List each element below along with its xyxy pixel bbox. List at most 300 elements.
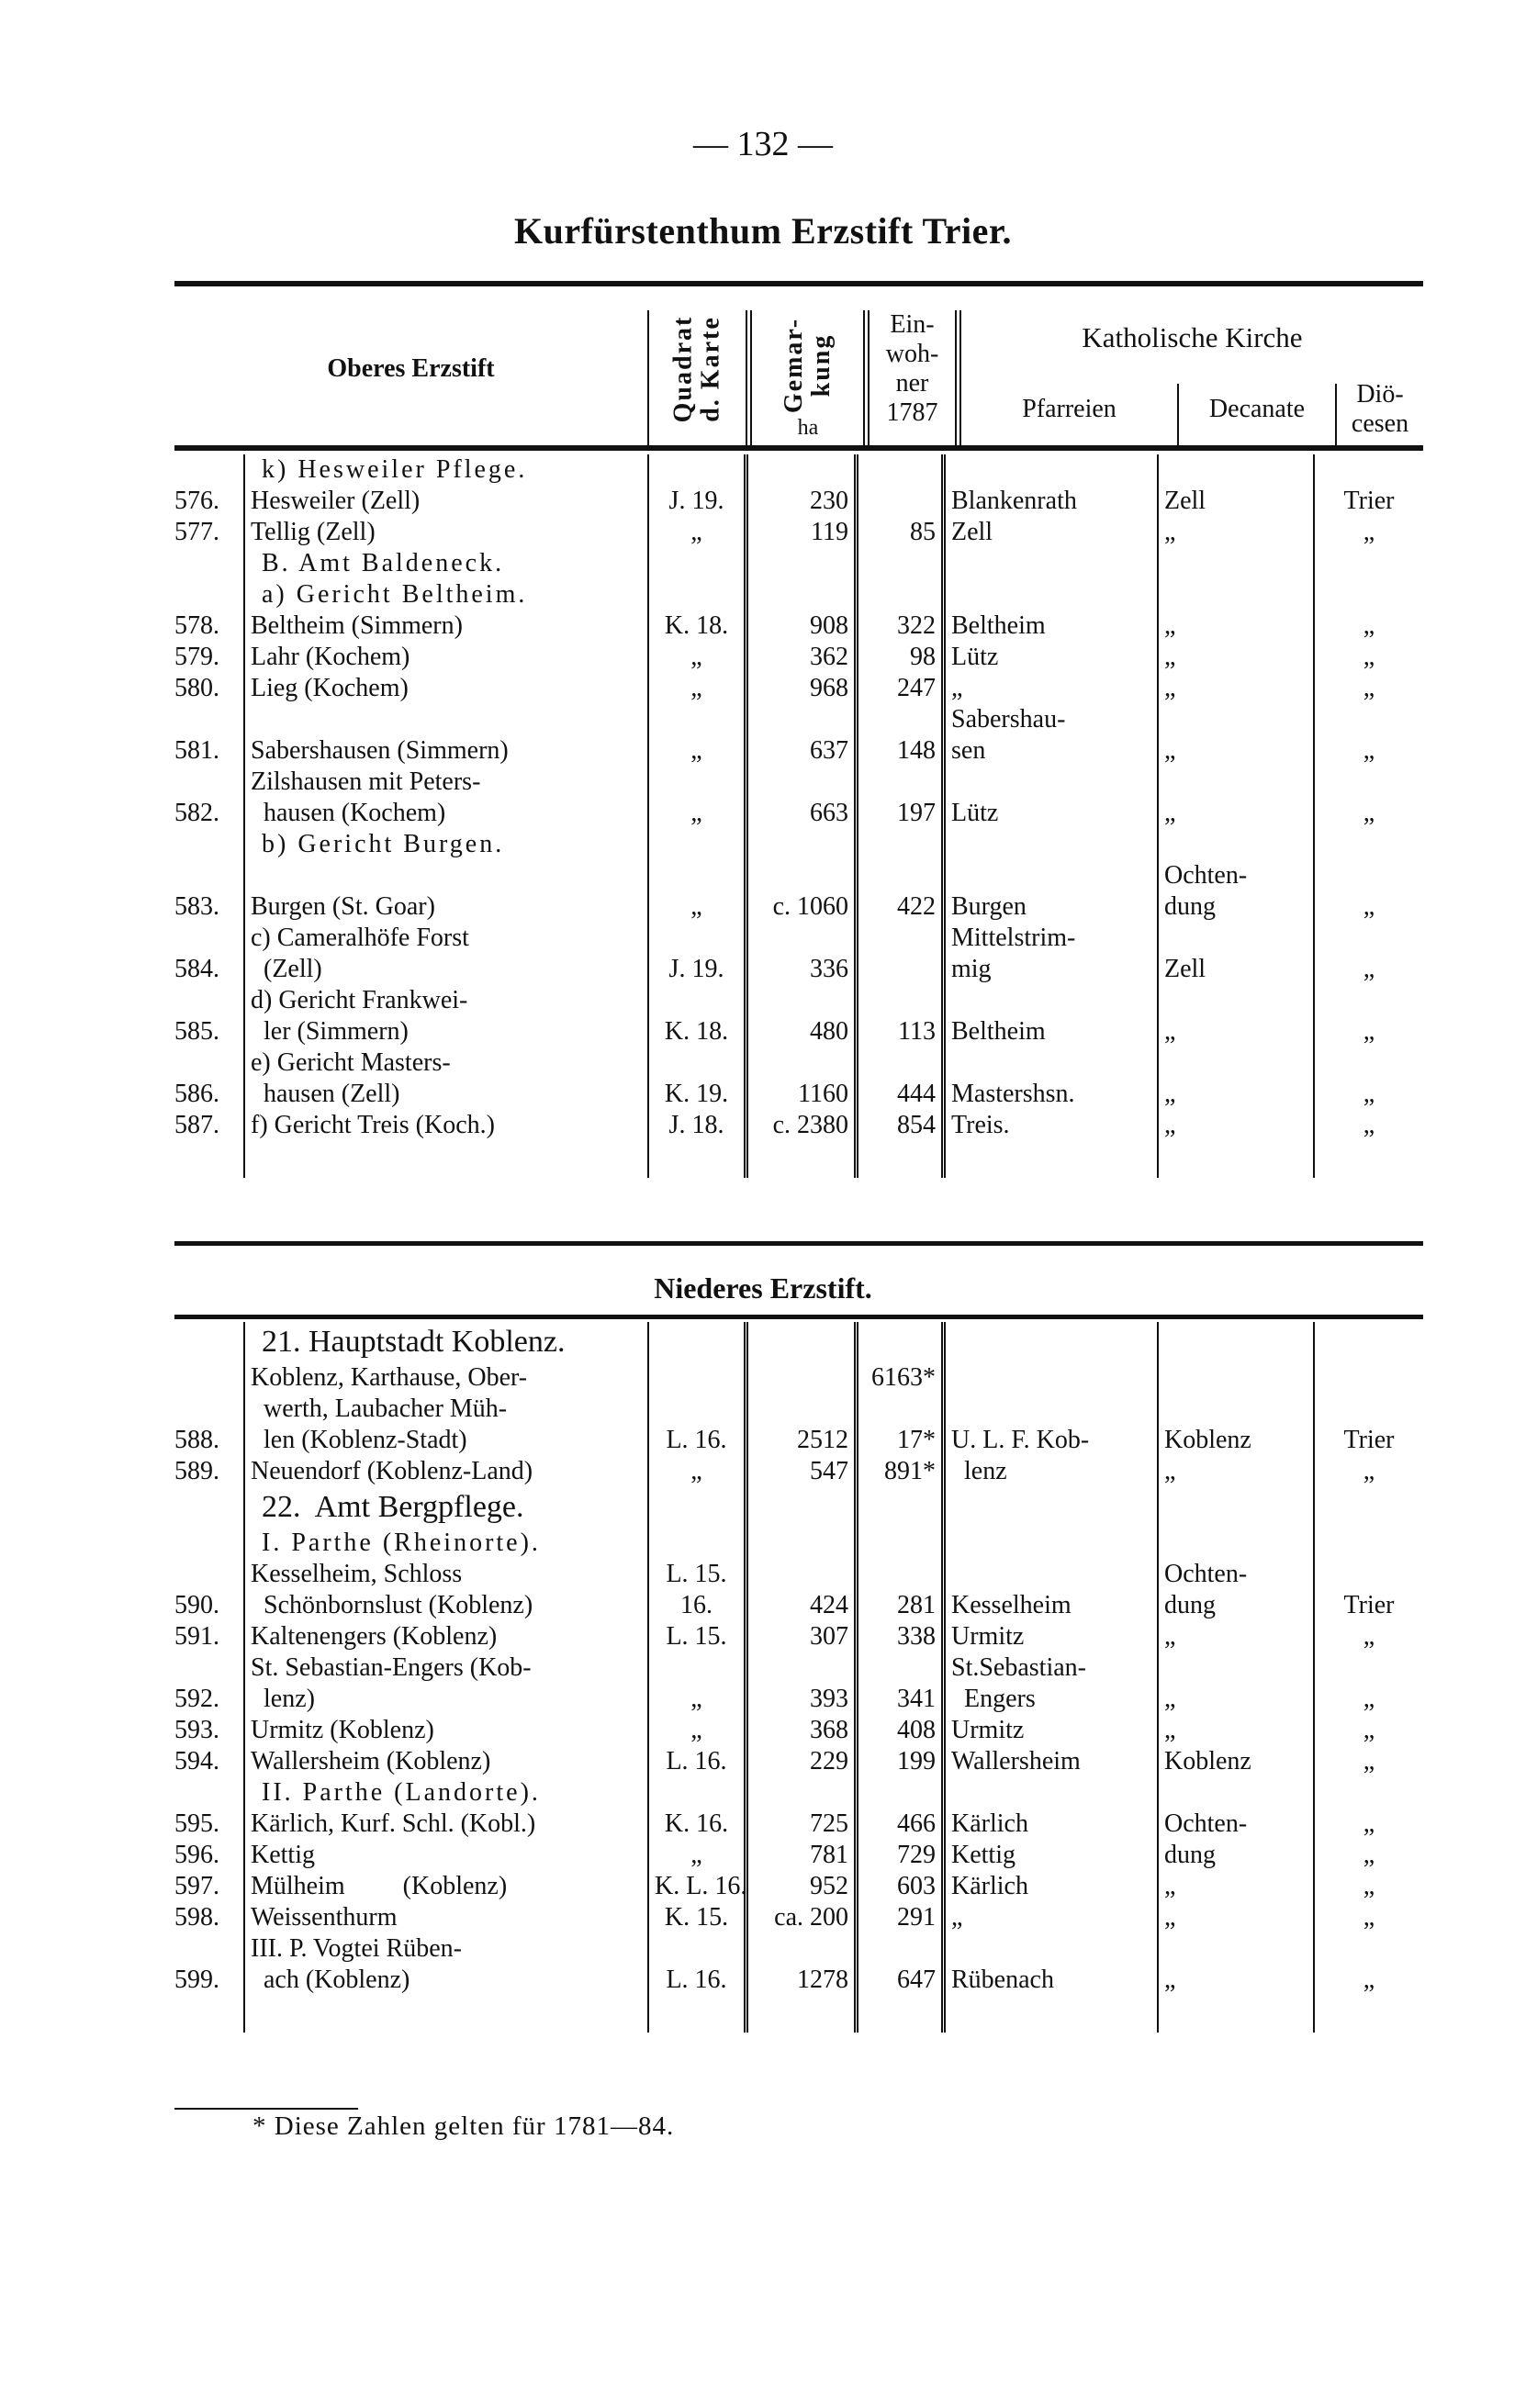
place-name: II. Parthe (Landorte). [243,1777,647,1809]
empty-cell [647,1141,744,1178]
place-name: Sabershausen (Simmern) [243,704,647,767]
place-name: Hesweiler (Zell) [243,486,647,517]
place-name: Zilshausen mit Peters- hausen (Kochem) [243,767,647,829]
map-square: „ [647,860,744,923]
table-row [174,1746,1423,1777]
table-header [174,292,1423,446]
parish: Rübenach [941,1933,1157,1996]
row-number: 580. [174,674,219,702]
place-name: d) Gericht Frankwei- ler (Simmern) [243,985,647,1047]
section-heading-row [174,829,1423,860]
row-number [174,829,243,860]
place-name: Urmitz (Koblenz) [243,1715,647,1746]
place-name: Beltheim (Simmern) [243,610,647,642]
diocese [1313,548,1423,579]
place-name: Kärlich, Kurf. Schl. (Kobl.) [243,1809,647,1840]
row-number: 593. [174,1716,219,1744]
deanery [1157,829,1313,860]
area-ha: ca. 200 [744,1902,854,1933]
parish: Mastershsn. [941,1047,1157,1110]
diocese: „ [1313,1621,1423,1652]
map-square [647,548,744,579]
section-heading-row [174,1777,1423,1809]
map-square [647,1322,744,1362]
place-name: 21. Hauptstadt Koblenz. [243,1322,647,1362]
inhabitants: 603 [854,1871,941,1902]
deanery: „ [1157,673,1313,704]
parish: lenz [941,1456,1157,1487]
map-square: „ [647,1652,744,1715]
inhabitants [854,548,941,579]
empty-cell [647,1996,744,2033]
deanery: Zell [1157,923,1313,985]
row-number [174,1528,243,1559]
area-ha: 547 [744,1456,854,1487]
deanery: „ [1157,985,1313,1047]
area-ha: 368 [744,1715,854,1746]
diocese: „ [1313,923,1423,985]
map-square: J. 19. [647,486,744,517]
parish: Blankenrath [941,486,1157,517]
empty-cell [1157,1996,1313,2033]
area-ha [744,579,854,610]
parish: Kesselheim [941,1559,1157,1621]
header-kirche: Katholische Kirche [1082,321,1303,353]
place-name: 22. Amt Bergpflege. [243,1487,647,1528]
area-ha [744,1777,854,1809]
map-square: L. 16. [647,1933,744,1996]
place-name: Weissenthurm [243,1902,647,1933]
inhabitants: 148 [854,704,941,767]
place-name: b) Gericht Burgen. [243,829,647,860]
table-row [174,610,1423,642]
diocese: „ [1313,1110,1423,1141]
diocese: Trier [1313,1362,1423,1456]
area-ha [744,1528,854,1559]
table-row [174,486,1423,517]
deanery [1157,579,1313,610]
map-square: J. 19. [647,923,744,985]
empty-cell [854,1141,941,1178]
parish: Lütz [941,767,1157,829]
map-square: „ [647,767,744,829]
map-square [647,1777,744,1809]
header-gemarkung-unit: ha [797,416,819,440]
table-row [174,1362,1423,1456]
inhabitants: 891* [854,1456,941,1487]
map-square [647,1487,744,1528]
table-row [174,1621,1423,1652]
parish [941,829,1157,860]
parish: Kärlich [941,1871,1157,1902]
place-name: f) Gericht Treis (Koch.) [243,1110,647,1141]
area-ha [744,548,854,579]
deanery: „ [1157,1902,1313,1933]
diocese: „ [1313,985,1423,1047]
table-row [174,1456,1423,1487]
place-name: Tellig (Zell) [243,517,647,548]
row-number: 585. [174,1017,219,1046]
row-number: 599. [174,1966,219,1994]
deanery: „ [1157,1933,1313,1996]
deanery [1157,1322,1313,1362]
parish: U. L. F. Kob- [941,1362,1157,1456]
place-name: Mülheim (Koblenz) [243,1871,647,1902]
deanery: Zell [1157,486,1313,517]
diocese [1313,1322,1423,1362]
divider [863,310,865,446]
empty-cell [1313,1141,1423,1178]
deanery [1157,1487,1313,1528]
area-ha: 393 [744,1652,854,1715]
diocese: „ [1313,1047,1423,1110]
parish: Treis. [941,1110,1157,1141]
row-number: 598. [174,1903,219,1932]
deanery: „ [1157,610,1313,642]
divider [746,310,747,446]
place-name: Lahr (Kochem) [243,642,647,673]
diocese: „ [1313,1871,1423,1902]
diocese: „ [1313,673,1423,704]
row-number [174,548,243,579]
diocese: „ [1313,767,1423,829]
parish: Zell [941,517,1157,548]
map-square [647,579,744,610]
inhabitants: 98 [854,642,941,673]
table-row [174,1871,1423,1902]
niederes-table-body [174,1322,1423,2033]
map-square [647,454,744,486]
diocese: „ [1313,1746,1423,1777]
deanery [1157,1777,1313,1809]
inhabitants: 466 [854,1809,941,1840]
inhabitants [854,486,941,517]
table-row [174,1652,1423,1715]
area-ha: 781 [744,1840,854,1871]
inhabitants [854,923,941,985]
page-title: Kurfürstenthum Erzstift Trier. [514,210,1012,252]
parish: Burgen [941,860,1157,923]
area-ha [744,829,854,860]
inhabitants: 338 [854,1621,941,1652]
inhabitants: 444 [854,1047,941,1110]
table-spacer [174,1141,1423,1178]
diocese [1313,1777,1423,1809]
section-heading-row [174,1528,1423,1559]
table-row [174,517,1423,548]
diocese [1313,579,1423,610]
diocese: „ [1313,642,1423,673]
row-number: 590. [174,1591,219,1619]
inhabitants [854,1487,941,1528]
parish [941,579,1157,610]
section-rule [174,1315,1423,1319]
area-ha: 908 [744,610,854,642]
diocese: „ [1313,1840,1423,1871]
deanery: „ [1157,1871,1313,1902]
map-square: K. 19. [647,1047,744,1110]
diocese: „ [1313,1456,1423,1487]
map-square: K. L. 16. [647,1871,744,1902]
parish: Beltheim [941,985,1157,1047]
inhabitants [854,1777,941,1809]
table-row [174,1110,1423,1141]
header-pfarreien: Pfarreien [1022,395,1116,423]
empty-cell [174,1996,243,2033]
table-row [174,1809,1423,1840]
header-rule [174,445,1423,451]
diocese: „ [1313,1652,1423,1715]
deanery: Ochten- [1157,1809,1313,1840]
section-rule [174,1241,1423,1246]
parish [941,1322,1157,1362]
row-number [174,1487,243,1528]
place-name: B. Amt Baldeneck. [243,548,647,579]
area-ha [744,454,854,486]
parish: Urmitz [941,1715,1157,1746]
header-quadrat-cell [649,292,746,446]
inhabitants: 729 [854,1840,941,1871]
deanery: Ochten- dung [1157,1559,1313,1621]
deanery [1157,548,1313,579]
row-number: 584. [174,955,219,983]
area-ha: 663 [744,767,854,829]
diocese [1313,454,1423,486]
footnote: * Diese Zahlen gelten für 1781—84. [252,2111,675,2141]
header-einwohner: Ein- woh- ner 1787 [885,310,939,427]
deanery: „ [1157,1047,1313,1110]
inhabitants: 408 [854,1715,941,1746]
area-ha: 424 [744,1559,854,1621]
row-number: 591. [174,1622,219,1651]
row-number: 597. [174,1872,219,1900]
parish: Beltheim [941,610,1157,642]
empty-cell [941,1141,1157,1178]
place-name: Kettig [243,1840,647,1871]
diocese [1313,1487,1423,1528]
deanery: dung [1157,1840,1313,1871]
empty-cell [854,1996,941,2033]
diocese: „ [1313,1809,1423,1840]
empty-cell [1157,1141,1313,1178]
place-name: St. Sebastian-Engers (Kob- lenz) [243,1652,647,1715]
area-ha: 1278 [744,1933,854,1996]
place-name: I. Parthe (Rheinorte). [243,1528,647,1559]
section-heading-row [174,548,1423,579]
deanery: „ [1157,1715,1313,1746]
header-section: Oberes Erzstift [327,354,495,383]
inhabitants: 113 [854,985,941,1047]
header-quadrat: Quadrat d. Karte [668,315,725,423]
map-square [647,829,744,860]
parish: Wallersheim [941,1746,1157,1777]
area-ha: 637 [744,704,854,767]
area-ha: 480 [744,985,854,1047]
inhabitants: 647 [854,1933,941,1996]
diocese: „ [1313,517,1423,548]
map-square: L. 15. [647,1621,744,1652]
area-ha: 336 [744,923,854,985]
place-name: Wallersheim (Koblenz) [243,1746,647,1777]
parish: Kärlich [941,1809,1157,1840]
area-ha: 2512 [744,1362,854,1456]
inhabitants: 6163* 17* [854,1362,941,1456]
row-number: 581. [174,736,219,765]
table-row [174,1840,1423,1871]
place-name: Lieg (Kochem) [243,673,647,704]
table-row [174,1933,1423,1996]
deanery: „ [1157,517,1313,548]
diocese [1313,1528,1423,1559]
empty-cell [744,1141,854,1178]
deanery: Ochten- dung [1157,860,1313,923]
map-square: „ [647,642,744,673]
table-row [174,1559,1423,1621]
parish [941,1777,1157,1809]
map-square: „ [647,1715,744,1746]
inhabitants [854,1528,941,1559]
diocese: „ [1313,860,1423,923]
diocese: „ [1313,1902,1423,1933]
table-row [174,642,1423,673]
area-ha: c. 2380 [744,1110,854,1141]
empty-cell [243,1141,647,1178]
section-heading-row [174,1487,1423,1528]
section-heading-row [174,579,1423,610]
map-square: „ [647,1456,744,1487]
map-square: „ [647,673,744,704]
deanery: Koblenz [1157,1746,1313,1777]
parish [941,1487,1157,1528]
inhabitants [854,454,941,486]
row-number: 578. [174,611,219,640]
header-dioezesen: Diö- cesen [1351,380,1409,438]
row-number [174,1322,243,1362]
row-number: 595. [174,1809,219,1838]
map-square: L. 16. [647,1362,744,1456]
deanery [1157,454,1313,486]
parish: Kettig [941,1840,1157,1871]
deanery: „ [1157,704,1313,767]
table-spacer [174,1996,1423,2033]
table-row [174,767,1423,829]
deanery: „ [1157,1110,1313,1141]
diocese: Trier [1313,1559,1423,1621]
page-number: — 132 — [693,125,833,163]
diocese: „ [1313,1715,1423,1746]
map-square: K. 18. [647,610,744,642]
empty-cell [243,1996,647,2033]
map-square: „ [647,517,744,548]
row-number: 582. [174,799,219,827]
parish: Lütz [941,642,1157,673]
oberes-table-body [174,454,1423,1178]
deanery: Koblenz [1157,1362,1313,1456]
row-number: 589. [174,1457,219,1485]
row-number: 594. [174,1747,219,1775]
map-square: L. 15. 16. [647,1559,744,1621]
empty-cell [1313,1996,1423,2033]
area-ha: 230 [744,486,854,517]
parish: Sabershau- sen [941,704,1157,767]
inhabitants: 854 [854,1110,941,1141]
diocese: „ [1313,1933,1423,1996]
deanery: „ [1157,1621,1313,1652]
empty-cell [174,1141,243,1178]
place-name: Burgen (St. Goar) [243,860,647,923]
area-ha: 968 [744,673,854,704]
inhabitants: 199 [854,1746,941,1777]
divider [750,310,752,446]
diocese: „ [1313,704,1423,767]
deanery [1157,1528,1313,1559]
inhabitants: 422 [854,860,941,923]
inhabitants [854,579,941,610]
row-number: 596. [174,1841,219,1869]
inhabitants: 291 [854,1902,941,1933]
row-number [174,1777,243,1809]
table-row [174,673,1423,704]
place-name: Koblenz, Karthause, Ober- werth, Laubacher Müh- len (Koblenz-Stadt) [243,1362,647,1456]
place-name: Neuendorf (Koblenz-Land) [243,1456,647,1487]
row-number: 587. [174,1111,219,1139]
table-row [174,704,1423,767]
map-square: K. 18. [647,985,744,1047]
empty-cell [744,1996,854,2033]
parish [941,548,1157,579]
row-number: 577. [174,518,219,546]
map-square: „ [647,704,744,767]
inhabitants: 247 [854,673,941,704]
place-name: e) Gericht Masters- hausen (Zell) [243,1047,647,1110]
row-number: 586. [174,1080,219,1108]
area-ha: 725 [744,1809,854,1840]
map-square: K. 16. [647,1809,744,1840]
place-name: III. P. Vogtei Rüben- ach (Koblenz) [243,1933,647,1996]
inhabitants [854,1322,941,1362]
table-row [174,1902,1423,1933]
area-ha: 229 [744,1746,854,1777]
inhabitants: 197 [854,767,941,829]
diocese: Trier [1313,486,1423,517]
deanery: „ [1157,1652,1313,1715]
diocese [1313,829,1423,860]
header-gemarkung: Gemar- kung [780,317,836,414]
place-name: k) Hesweiler Pflege. [243,454,647,486]
top-rule [174,281,1423,286]
diocese: „ [1313,610,1423,642]
area-ha [744,1322,854,1362]
table-row [174,860,1423,923]
divider [955,310,957,446]
deanery: „ [1157,642,1313,673]
parish [941,454,1157,486]
section-title-niederes: Niederes Erzstift. [654,1271,872,1305]
parish: „ [941,673,1157,704]
footnote-rule [174,2108,358,2110]
table-row [174,1715,1423,1746]
table-row [174,923,1423,985]
place-name: Kaltenengers (Koblenz) [243,1621,647,1652]
parish: Mittelstrim- mig [941,923,1157,985]
row-number: 592. [174,1685,219,1713]
area-ha [744,1487,854,1528]
row-number [174,454,243,486]
section-heading-row [174,454,1423,486]
row-number: 579. [174,643,219,671]
inhabitants: 281 [854,1559,941,1621]
place-name: a) Gericht Beltheim. [243,579,647,610]
